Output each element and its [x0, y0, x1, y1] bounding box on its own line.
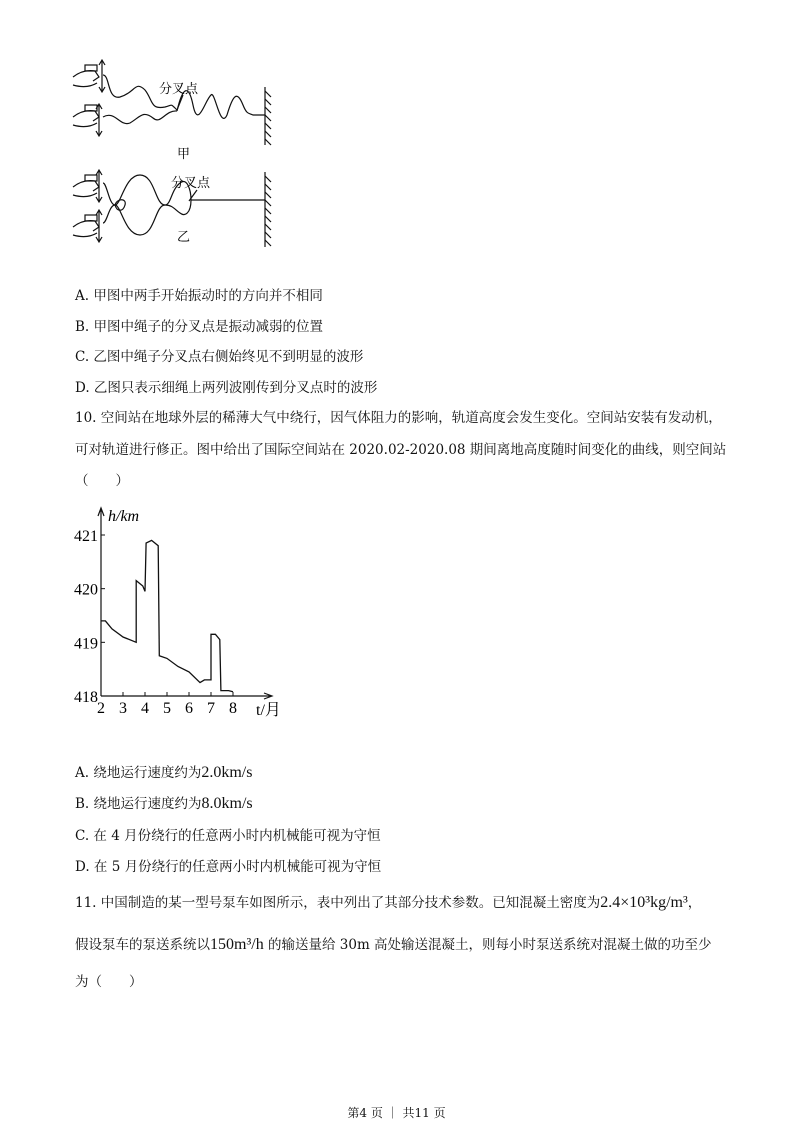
- x-tick-label: 8: [229, 700, 237, 717]
- q10-option-b: [75, 795, 253, 813]
- figure-jia-label: 甲: [177, 147, 191, 162]
- q10-option-a-value: 2.0km/s: [201, 764, 253, 781]
- hand-icon: [73, 105, 99, 127]
- hand-icon: [73, 65, 99, 87]
- y-axis: [98, 508, 104, 696]
- x-tick-label: 3: [119, 700, 127, 717]
- x-tick-label: 7: [207, 700, 215, 717]
- q11-stem-line1: [75, 894, 701, 912]
- y-tick-label: 421: [74, 528, 98, 545]
- q11-density: 2.4×10³kg/m³: [600, 894, 688, 911]
- q10-option-c: C. 在 4 月份绕行的任意两小时内机械能可视为守恒: [75, 828, 381, 844]
- altitude-chart: [60, 500, 300, 730]
- q10-stem-line1: 10. 空间站在地球外层的稀薄大气中绕行，因气体阻力的影响，轨道高度会发生变化。空间站安装有发动机，: [75, 410, 722, 426]
- altitude-curve: [101, 540, 233, 691]
- x-tick-label: 6: [185, 700, 193, 717]
- q10-option-b-value: 8.0km/s: [201, 795, 253, 812]
- q11-line2-end: 的输送量给 30m 高处输送混凝土，则每小时泵送系统对混凝土做的功至少: [263, 937, 712, 953]
- x-axis-label: t/月: [256, 702, 281, 719]
- y-tick-label: 419: [74, 635, 98, 653]
- rope-wave-figure: [65, 55, 285, 255]
- y-axis-label: h/km: [108, 508, 140, 525]
- q9-option-b: B. 甲图中绳子的分叉点是振动减弱的位置: [75, 319, 324, 335]
- fork-point-label-2: 分叉点: [171, 176, 211, 191]
- q11-line2-text: 假设泵车的泵送系统以: [75, 937, 210, 953]
- q10-option-d: D. 在 5 月份绕行的任意两小时内机械能可视为守恒: [75, 859, 382, 875]
- q11-line1-text: 11. 中国制造的某一型号泵车如图所示，表中列出了其部分技术参数。已知混凝土密度为: [75, 895, 601, 911]
- q10-stem-line3: （ ）: [75, 473, 129, 489]
- x-tick-label: 2: [97, 700, 105, 717]
- wall-icon: [265, 87, 271, 247]
- q9-option-d: D. 乙图只表示细绳上两列波刚传到分叉点时的波形: [75, 380, 378, 396]
- hand-icon: [73, 175, 99, 197]
- fork-point-label: 分叉点: [159, 82, 199, 97]
- figure-yi-label: 乙: [177, 230, 191, 245]
- page-footer: 第4 页 ｜ 共11 页: [347, 1106, 446, 1120]
- y-tick-label: 418: [74, 689, 98, 706]
- q11-stem-line3: 为（ ）: [75, 974, 143, 990]
- q9-option-c: C. 乙图中绳子分叉点右侧始终见不到明显的波形: [75, 349, 364, 365]
- q10-option-b-text: B. 绕地运行速度约为: [75, 796, 202, 812]
- hand-icon: [73, 215, 99, 237]
- q10-stem-line2: 可对轨道进行修正。图中给出了国际空间站在 2020.02-2020.08 期间离地高度随时间变化的曲线，则空间站: [75, 442, 727, 458]
- q10-option-a-text: A. 绕地运行速度约为: [75, 765, 202, 781]
- q11-flow-rate: 150m³/h: [210, 936, 264, 953]
- q10-option-a: [75, 764, 252, 782]
- x-tick-label: 5: [163, 700, 171, 717]
- q11-line1-end: ，: [687, 895, 702, 911]
- q11-stem-line2: [75, 936, 712, 954]
- x-tick-label: 4: [141, 700, 149, 717]
- y-tick-label: 420: [74, 581, 98, 599]
- x-axis: [101, 693, 272, 699]
- q9-option-a: A. 甲图中两手开始振动时的方向并不相同: [75, 288, 323, 304]
